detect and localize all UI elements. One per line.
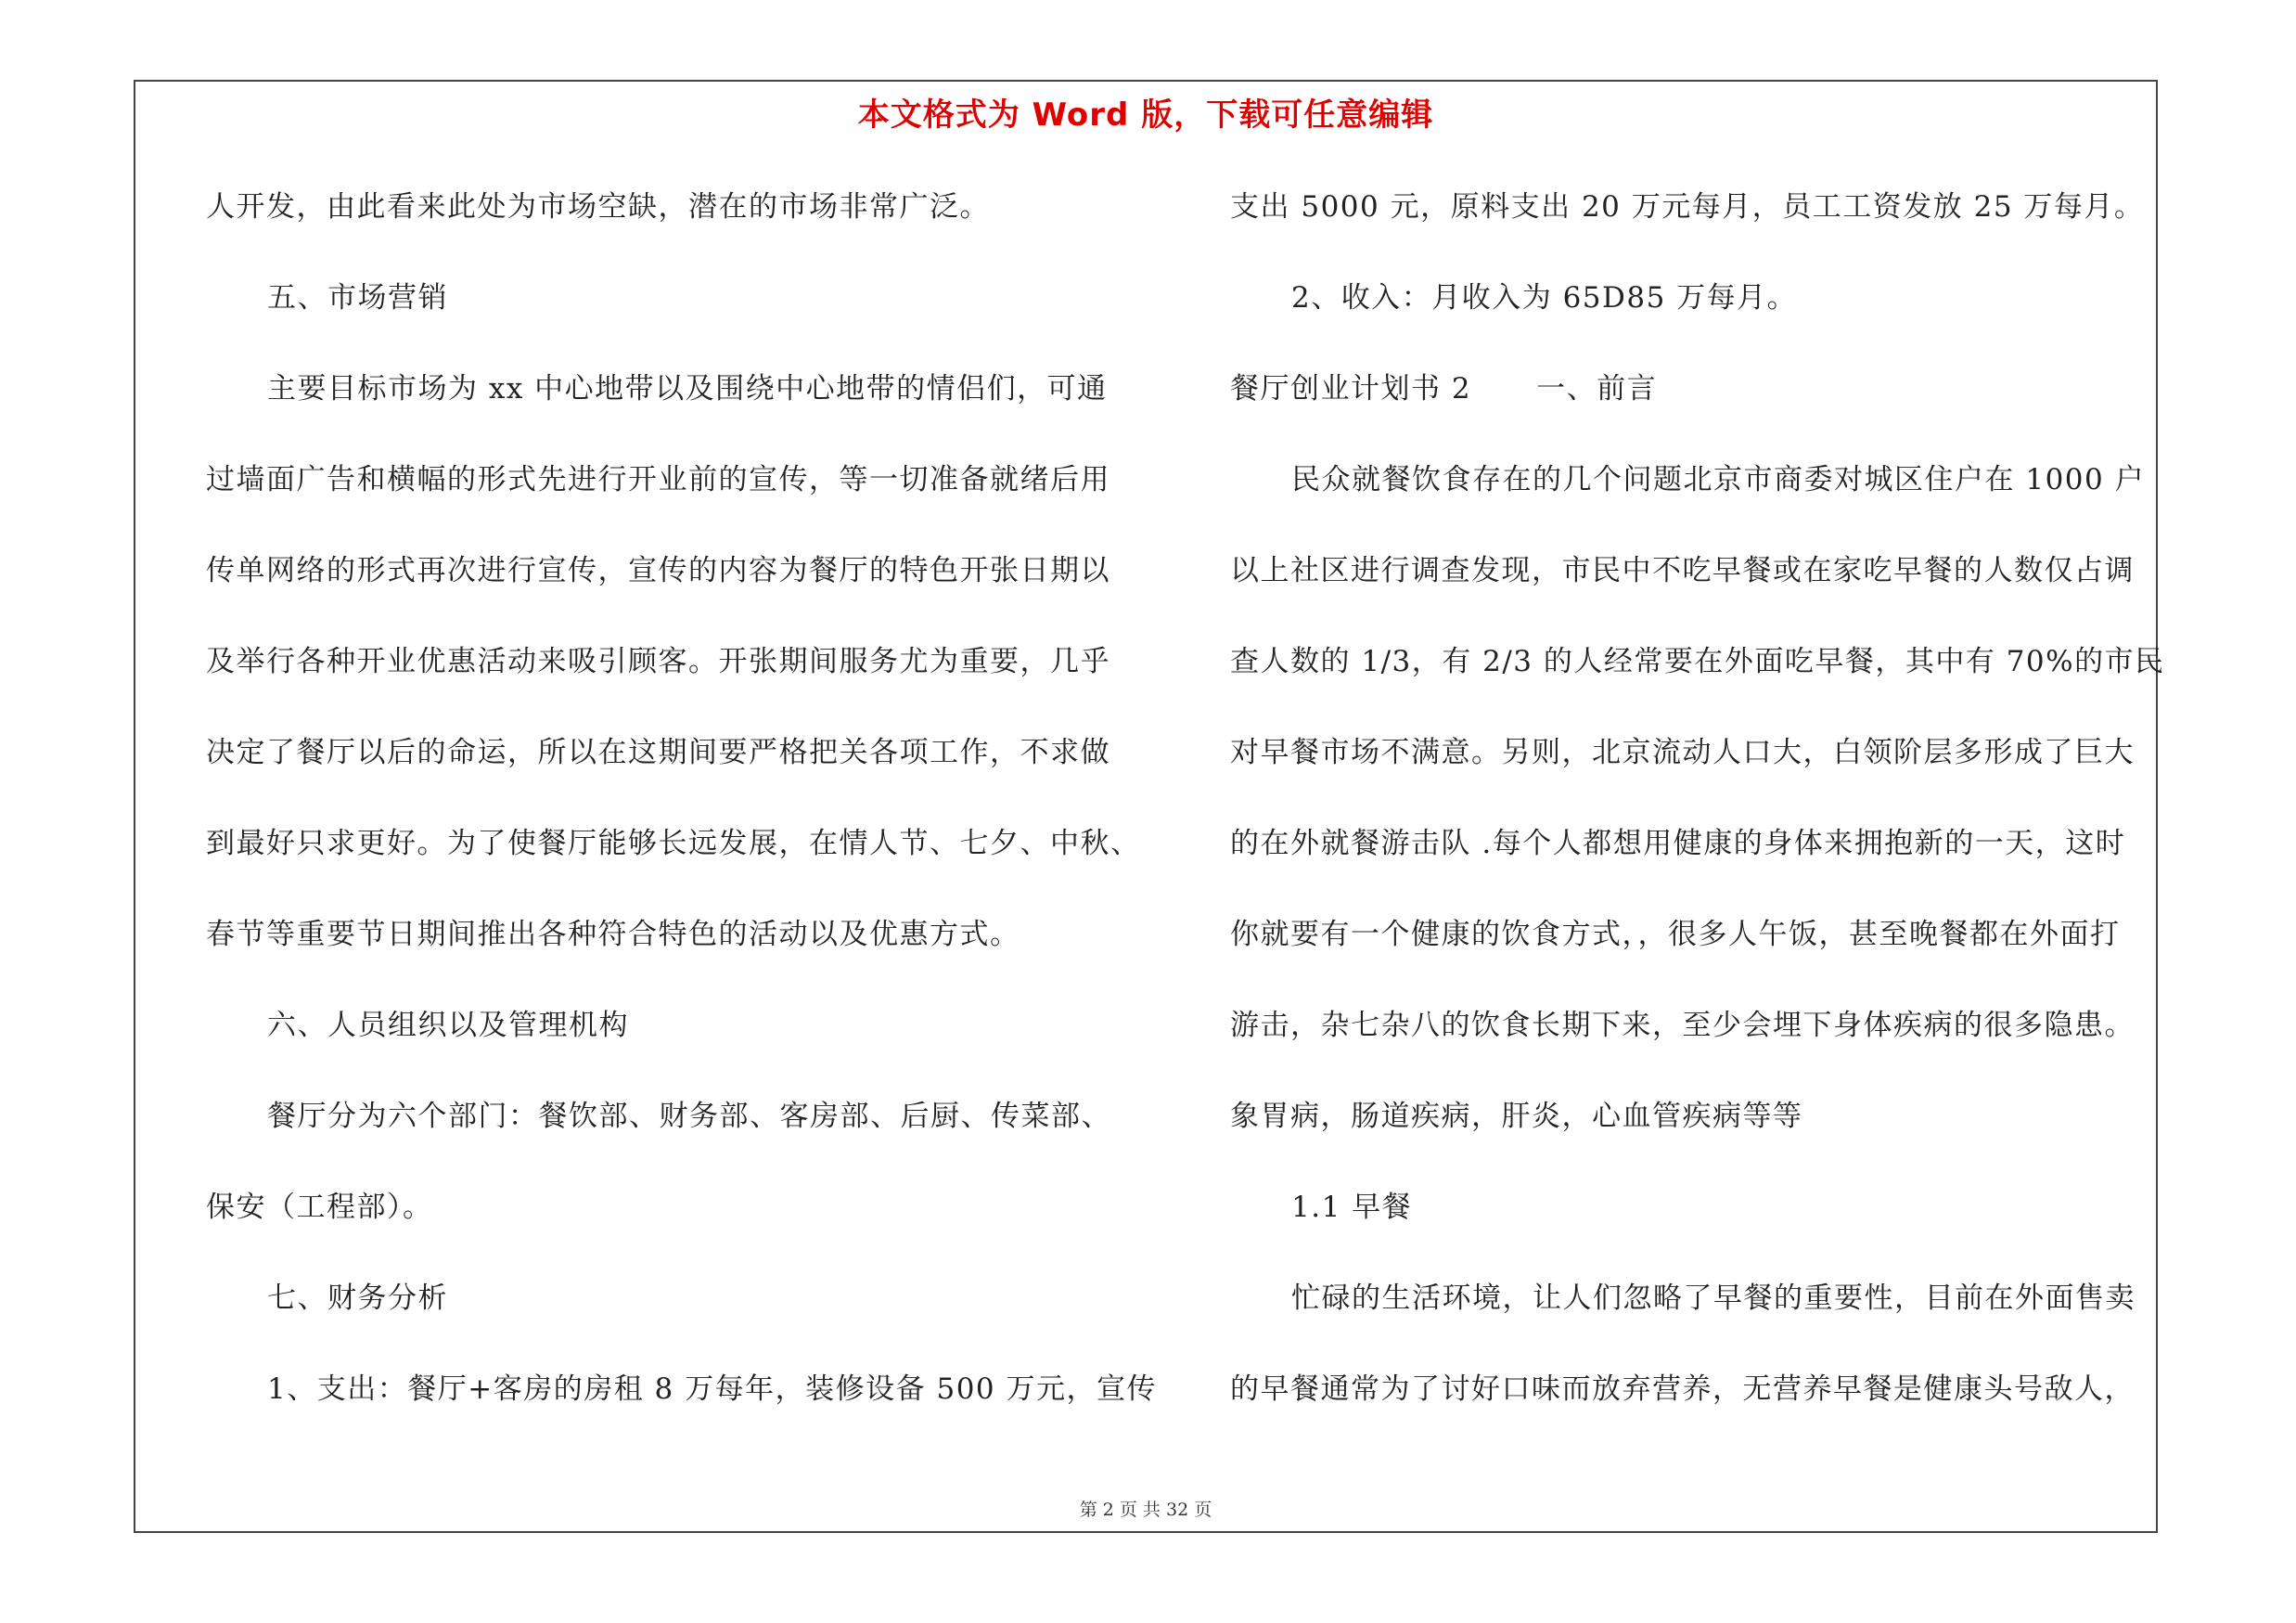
text-line: 游击，杂七杂八的饮食长期下来，至少会埋下身体疾病的很多隐患。	[1230, 1009, 2135, 1042]
right-column	[1230, 184, 2167, 1457]
right-column-body	[1230, 457, 2167, 1457]
text-line: 1、支出：餐厅+客房的房租 8 万每年，装修设备 500 万元，宣传	[267, 1372, 1158, 1406]
text-line: 民众就餐饮食存在的几个问题北京市商委对城区住户在 1000 户	[1291, 463, 2146, 496]
format-banner: 本文格式为 Word 版，下载可任意编辑	[857, 97, 1434, 134]
left-column	[206, 184, 1158, 1457]
text-line: 对早餐市场不满意。另则，北京流动人口大，白领阶层多形成了巨大	[1230, 736, 2135, 769]
text-line: 以上社区进行调查发现，市民中不吃早餐或在家吃早餐的人数仅占调	[1230, 554, 2135, 587]
text-line: 支出 5000 元，原料支出 20 万元每月，员工工资发放 25 万每月。	[1230, 190, 2145, 224]
text-line: 七、财务分析	[267, 1282, 448, 1315]
text-line: 决定了餐厅以后的命运，所以在这期间要严格把关各项工作，不求做	[206, 736, 1110, 769]
text-line: 人开发，由此看来此处为市场空缺，潜在的市场非常广泛。	[206, 190, 990, 224]
section-title: 一、前言	[1536, 372, 1658, 406]
section-heading	[1230, 366, 2167, 457]
text-line: 到最好只求更好。为了使餐厅能够长远发展，在情人节、七夕、中秋、	[206, 827, 1141, 860]
text-line: 象胃病，肠道疾病，肝炎，心血管疾病等等	[1230, 1100, 1803, 1133]
text-line: 餐厅分为六个部门：餐饮部、财务部、客房部、后厨、传菜部、	[267, 1100, 1111, 1133]
text-line: 你就要有一个健康的饮食方式，，很多人午饭，甚至晚餐都在外面打	[1230, 918, 2121, 951]
text-line: 忙碌的生活环境，让人们忽略了早餐的重要性，目前在外面售卖	[1291, 1282, 2136, 1315]
text-line: 查人数的 1/3，有 2/3 的人经常要在外面吃早餐，其中有 70%的市民	[1230, 645, 2165, 678]
text-line: 及举行各种开业优惠活动来吸引顾客。开张期间服务尤为重要，几乎	[206, 645, 1110, 678]
text-line: 春节等重要节日期间推出各种符合特色的活动以及优惠方式。	[206, 918, 1020, 951]
text-line: 六、人员组织以及管理机构	[267, 1009, 629, 1042]
text-line: 五、市场营销	[267, 281, 448, 315]
document-page	[134, 80, 2165, 1533]
text-line: 传单网络的形式再次进行宣传，宣传的内容为餐厅的特色开张日期以	[206, 554, 1110, 587]
text-line: 的在外就餐游击队 .每个人都想用健康的身体来拥抱新的一天，这时	[1230, 827, 2126, 860]
text-line: 过墙面广告和横幅的形式先进行开业前的宣传，等一切准备就绪后用	[206, 463, 1110, 496]
text-line: 2、收入：月收入为 65D85 万每月。	[1291, 281, 1798, 315]
text-line: 的早餐通常为了讨好口味而放弃营养，无营养早餐是健康头号敌人，	[1230, 1372, 2135, 1406]
text-line: 1.1 早餐	[1291, 1191, 1413, 1224]
text-line: 保安（工程部）。	[206, 1191, 433, 1224]
page-footer: 第 2 页 共 32 页	[1079, 1500, 1212, 1520]
text-line: 主要目标市场为 xx 中心地带以及围绕中心地带的情侣们，可通	[267, 372, 1108, 406]
document-subtitle: 餐厅创业计划书 2	[1230, 372, 1472, 406]
